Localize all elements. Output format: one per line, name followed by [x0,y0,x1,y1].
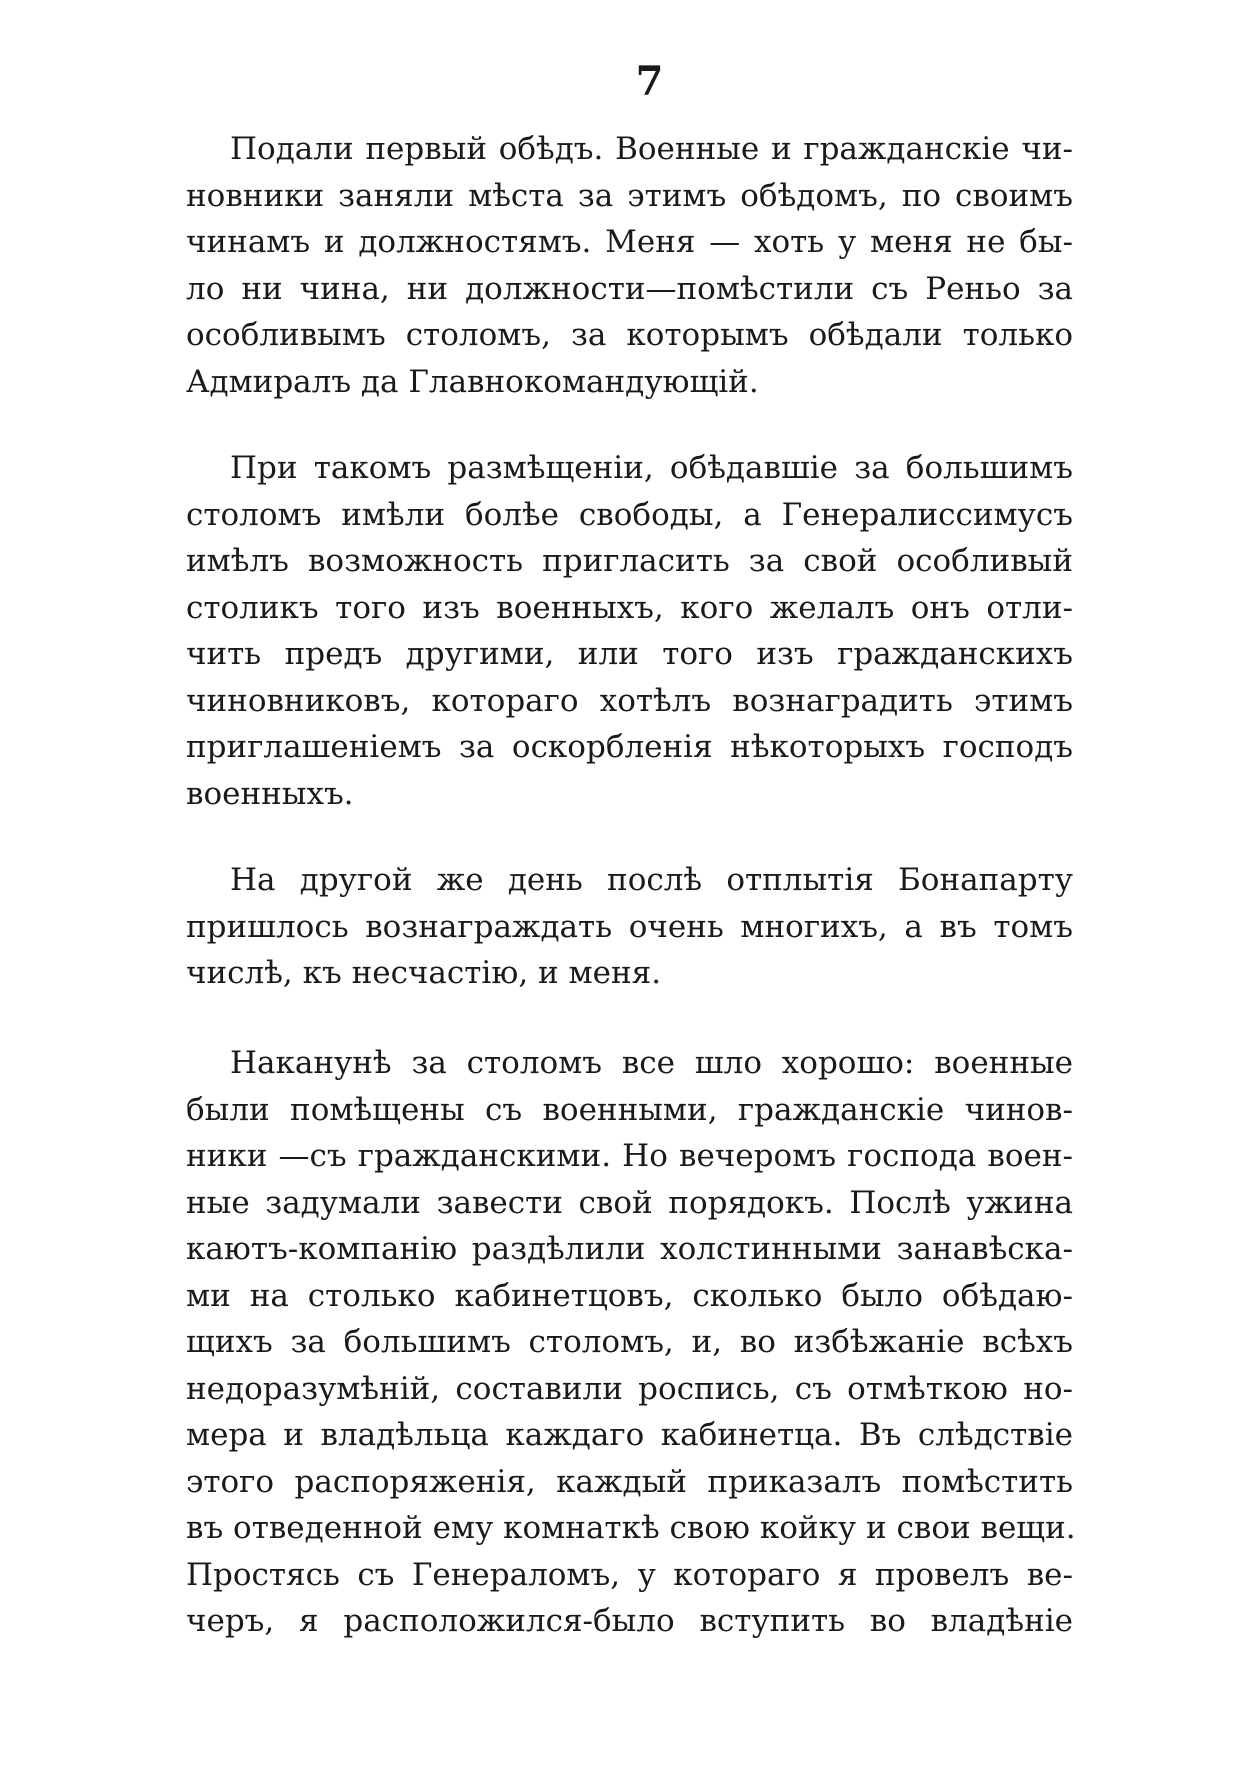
paragraph-2 [186,445,1073,817]
text-line: щихъ за большимъ столомъ, и, во избѣжаніе всѣхъ [186,1324,1073,1360]
text-line: чиновниковъ, котораго хотѣлъ вознаградить этимъ [186,682,1073,719]
text-line: были помѣщены съ военными, гражданскіе чинов- [186,1091,1073,1128]
paragraph-4 [186,1040,1076,1645]
text-line: пришлось вознаграждать очень многихъ, а въ томъ [186,908,1073,945]
text-line: имѣлъ возможность пригласить за свой особливый [186,543,1073,579]
text-line: новники заняли мѣста за этимъ обѣдомъ, по своимъ [186,177,1073,214]
text-line: особливымъ столомъ, за которымъ обѣдали только [186,317,1073,353]
text-line: столомъ имѣли болѣе свободы, а Генералиссимусъ [186,496,1073,533]
paragraph-1 [186,126,1073,405]
text-line: числѣ, къ несчастію, и меня. [186,955,662,991]
text-line: На другой же день послѣ отплытія Бонапарту [230,862,1073,898]
page-number: 7 [635,58,664,105]
text-line: чинамъ и должностямъ. Меня — хоть у меня не бы- [186,224,1073,260]
paragraph-3 [186,857,1073,997]
text-line: столикъ того изъ военныхъ, кого желалъ онъ отли- [186,589,1073,626]
text-line: Адмиралъ да Главнокомандующій. [186,363,759,400]
text-line: При такомъ размѣщеніи, обѣдавшіе за большимъ [230,450,1073,486]
text-line: этого распоряженія, каждый приказалъ помѣстить [186,1463,1073,1500]
text-line: Простясь съ Генераломъ, у котораго я провелъ ве- [186,1556,1073,1593]
text-line: ми на столько кабинетцовъ, сколько было обѣдаю- [186,1277,1073,1314]
text-line: черъ, я расположился-было вступить во владѣніе [186,1603,1073,1639]
text-line: Наканунѣ за столомъ все шло хорошо: военные [230,1045,1073,1081]
text-line: приглашеніемъ за оскорбленія нѣкоторыхъ господъ [186,729,1073,765]
text-line: мера и владѣльца каждаго кабинетца. Въ слѣдствіе [186,1417,1073,1453]
text-line: недоразумѣній, составили роспись, съ отмѣткою но- [186,1370,1073,1407]
text-line: ло ни чина, ни должности—помѣстили съ Реньо за [186,270,1073,307]
text-line: чить предъ другими, или того изъ гражданскихъ [186,636,1073,672]
text-line: военныхъ. [186,775,354,812]
text-line: ные задумали завести свой порядокъ. Послѣ ужина [186,1184,1073,1221]
text-line: ники —съ гражданскими. Но вечеромъ господа воен- [186,1138,1073,1174]
text-line: каютъ-компанію раздѣлили холстинными занавѣска- [186,1231,1073,1267]
text-line: въ отведенной ему комнаткѣ свою койку и свои вещи. [186,1510,1076,1546]
text-line: Подали первый обѣдъ. Военные и гражданскіе чи- [230,131,1073,167]
